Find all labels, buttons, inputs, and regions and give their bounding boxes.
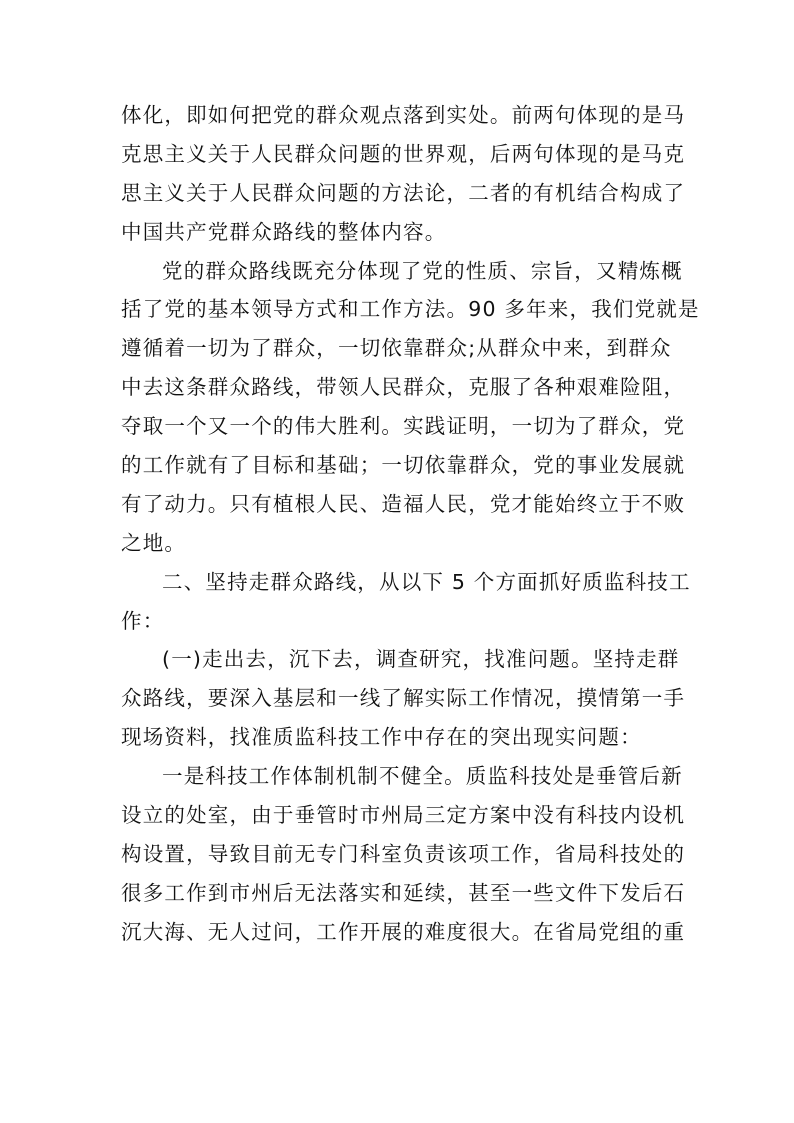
text-line: 中去这条群众路线，带领人民群众，克服了各种艰难险阻， (121, 375, 686, 400)
text-line: 括了党的基本领导方式和工作方法。90 多年来，我们党就是 (121, 297, 700, 322)
text-line: 众路线，要深入基层和一线了解实际工作情况，摸情第一手 (121, 686, 686, 711)
text-line: 体化，即如何把党的群众观点落到实处。前两句体现的是马 (121, 103, 686, 127)
text-line: 中国共产党群众路线的整体内容。 (121, 219, 447, 244)
text-line: 有了动力。只有植根人民、造福人民，党才能始终立于不败 (121, 491, 686, 516)
text-line: 一是科技工作体制机制不健全。质监科技处是垂管后新 (162, 764, 683, 789)
text-line: (一)走出去，沉下去，调查研究，找准问题。坚持走群 (162, 647, 680, 672)
text-line: 党的群众路线既充分体现了党的性质、宗旨，又精炼概 (162, 258, 683, 283)
text-line: 很多工作到市州后无法落实和延续，甚至一些文件下发后石 (121, 880, 686, 905)
text-line: 思主义关于人民群众问题的方法论，二者的有机结合构成了 (121, 180, 686, 205)
text-line: 二、坚持走群众路线，从以下 5 个方面抓好质监科技工 (162, 569, 691, 594)
text-line: 遵循着一切为了群众，一切依靠群众;从群众中来，到群众 (121, 336, 672, 361)
text-line: 沉大海、无人过问，工作开展的难度很大。在省局党组的重 (121, 919, 686, 944)
text-line: 构设置，导致目前无专门科室负责该项工作，省局科技处的 (121, 841, 686, 866)
text-line: 设立的处室，由于垂管时市州局三定方案中没有科技内设机 (121, 803, 686, 828)
text-line: 克思主义关于人民群众问题的世界观，后两句体现的是马克 (121, 141, 686, 166)
text-line: 作： (121, 608, 165, 633)
text-line: 现场资料，找准质监科技工作中存在的突出现实问题： (121, 725, 642, 750)
text-line: 夺取一个又一个的伟大胜利。实践证明，一切为了群众，党 (121, 414, 686, 439)
document-body (121, 96, 700, 952)
text-line: 的工作就有了目标和基础；一切依靠群众，党的事业发展就 (121, 453, 686, 478)
text-line: 之地。 (121, 530, 187, 555)
